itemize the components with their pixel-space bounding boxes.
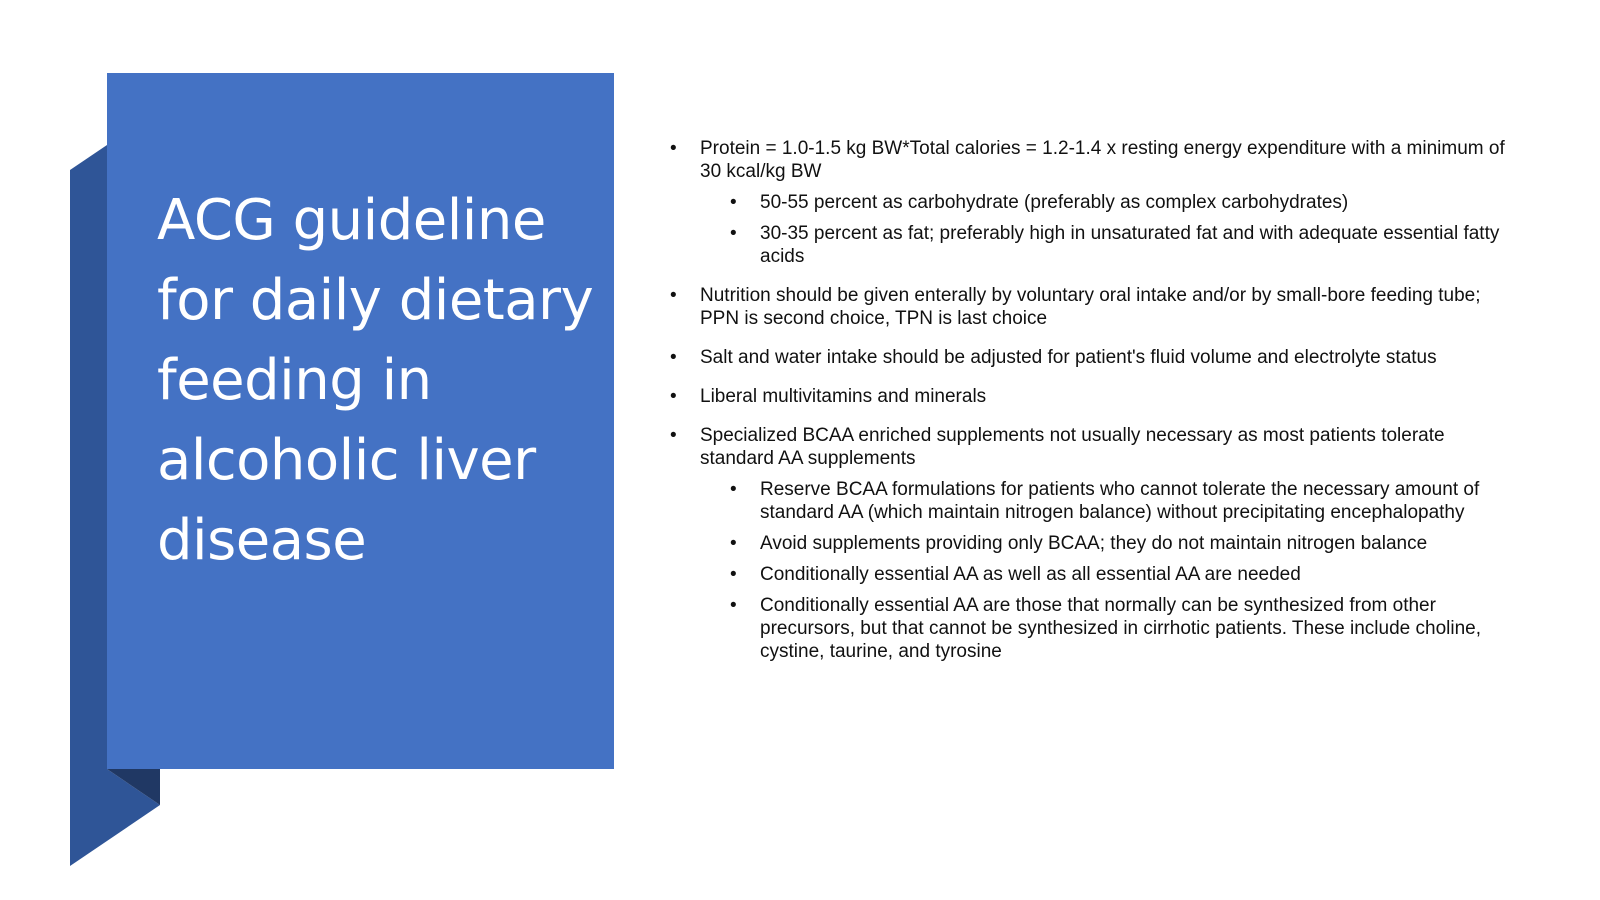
- bullet-marker: •: [730, 564, 737, 585]
- bullet-item-level-1: [670, 385, 1508, 408]
- bullet-marker: •: [670, 138, 677, 159]
- bullet-marker: •: [730, 223, 737, 244]
- title-panel: [107, 73, 614, 769]
- bullet-item-level-1: [670, 284, 1508, 330]
- bullet-marker: •: [730, 595, 737, 616]
- bullet-marker: •: [670, 425, 677, 446]
- bullet-text: Specialized BCAA enriched supplements not usually necessary as most patients tolerate standard AA supplements: [700, 425, 1445, 469]
- bullet-text: 50-55 percent as carbohydrate (preferably as complex carbohydrates): [760, 192, 1349, 213]
- bullet-text: Protein = 1.0-1.5 kg BW*Total calories = 1.2-1.4 x resting energy expenditure with a minimum of 30 kcal/kg BW: [700, 138, 1505, 182]
- bullet-item-level-2: [730, 563, 1508, 586]
- bullet-item-level-2: [730, 478, 1508, 524]
- bullet-item-level-1: [670, 346, 1508, 369]
- bullet-marker: •: [730, 533, 737, 554]
- bullet-text: Conditionally essential AA are those that normally can be synthesized from other precursors, but that cannot be synthesized in cirrhotic patients. These include choline, cystine, taurine, and tyrosine: [760, 595, 1481, 662]
- bullet-text: Reserve BCAA formulations for patients who cannot tolerate the necessary amount of standard AA (which maintain nitrogen balance) without precipitating encephalopathy: [760, 479, 1480, 523]
- bullet-item-level-2: [730, 594, 1508, 663]
- bullet-text: 30-35 percent as fat; preferably high in unsaturated fat and with adequate essential fatty acids: [760, 223, 1500, 267]
- bullet-marker: •: [670, 347, 677, 368]
- bullet-text: Conditionally essential AA as well as all essential AA are needed: [760, 564, 1301, 585]
- bullet-marker: •: [670, 386, 677, 407]
- slide-title: ACG guideline for daily dietary feeding in alcoholic liver disease: [157, 188, 594, 573]
- bullet-item-level-1: [670, 137, 1508, 183]
- bullet-item-level-1: [670, 424, 1508, 470]
- bullet-item-level-2: [730, 191, 1508, 214]
- bullet-item-level-2: [730, 222, 1508, 268]
- bullet-list: [668, 137, 1508, 663]
- bullet-text: Avoid supplements providing only BCAA; they do not maintain nitrogen balance: [760, 533, 1428, 554]
- bullet-marker: •: [670, 285, 677, 306]
- bullet-text: Liberal multivitamins and minerals: [700, 386, 987, 407]
- bullet-text: Salt and water intake should be adjusted for patient's fluid volume and electrolyte status: [700, 347, 1437, 368]
- bullet-marker: •: [730, 479, 737, 500]
- bullet-text: Nutrition should be given enterally by voluntary oral intake and/or by small-bore feeding tube; PPN is second choice, TPN is last choice: [700, 285, 1481, 329]
- bullet-marker: •: [730, 192, 737, 213]
- content-area: [668, 137, 1508, 679]
- bullet-item-level-2: [730, 532, 1508, 555]
